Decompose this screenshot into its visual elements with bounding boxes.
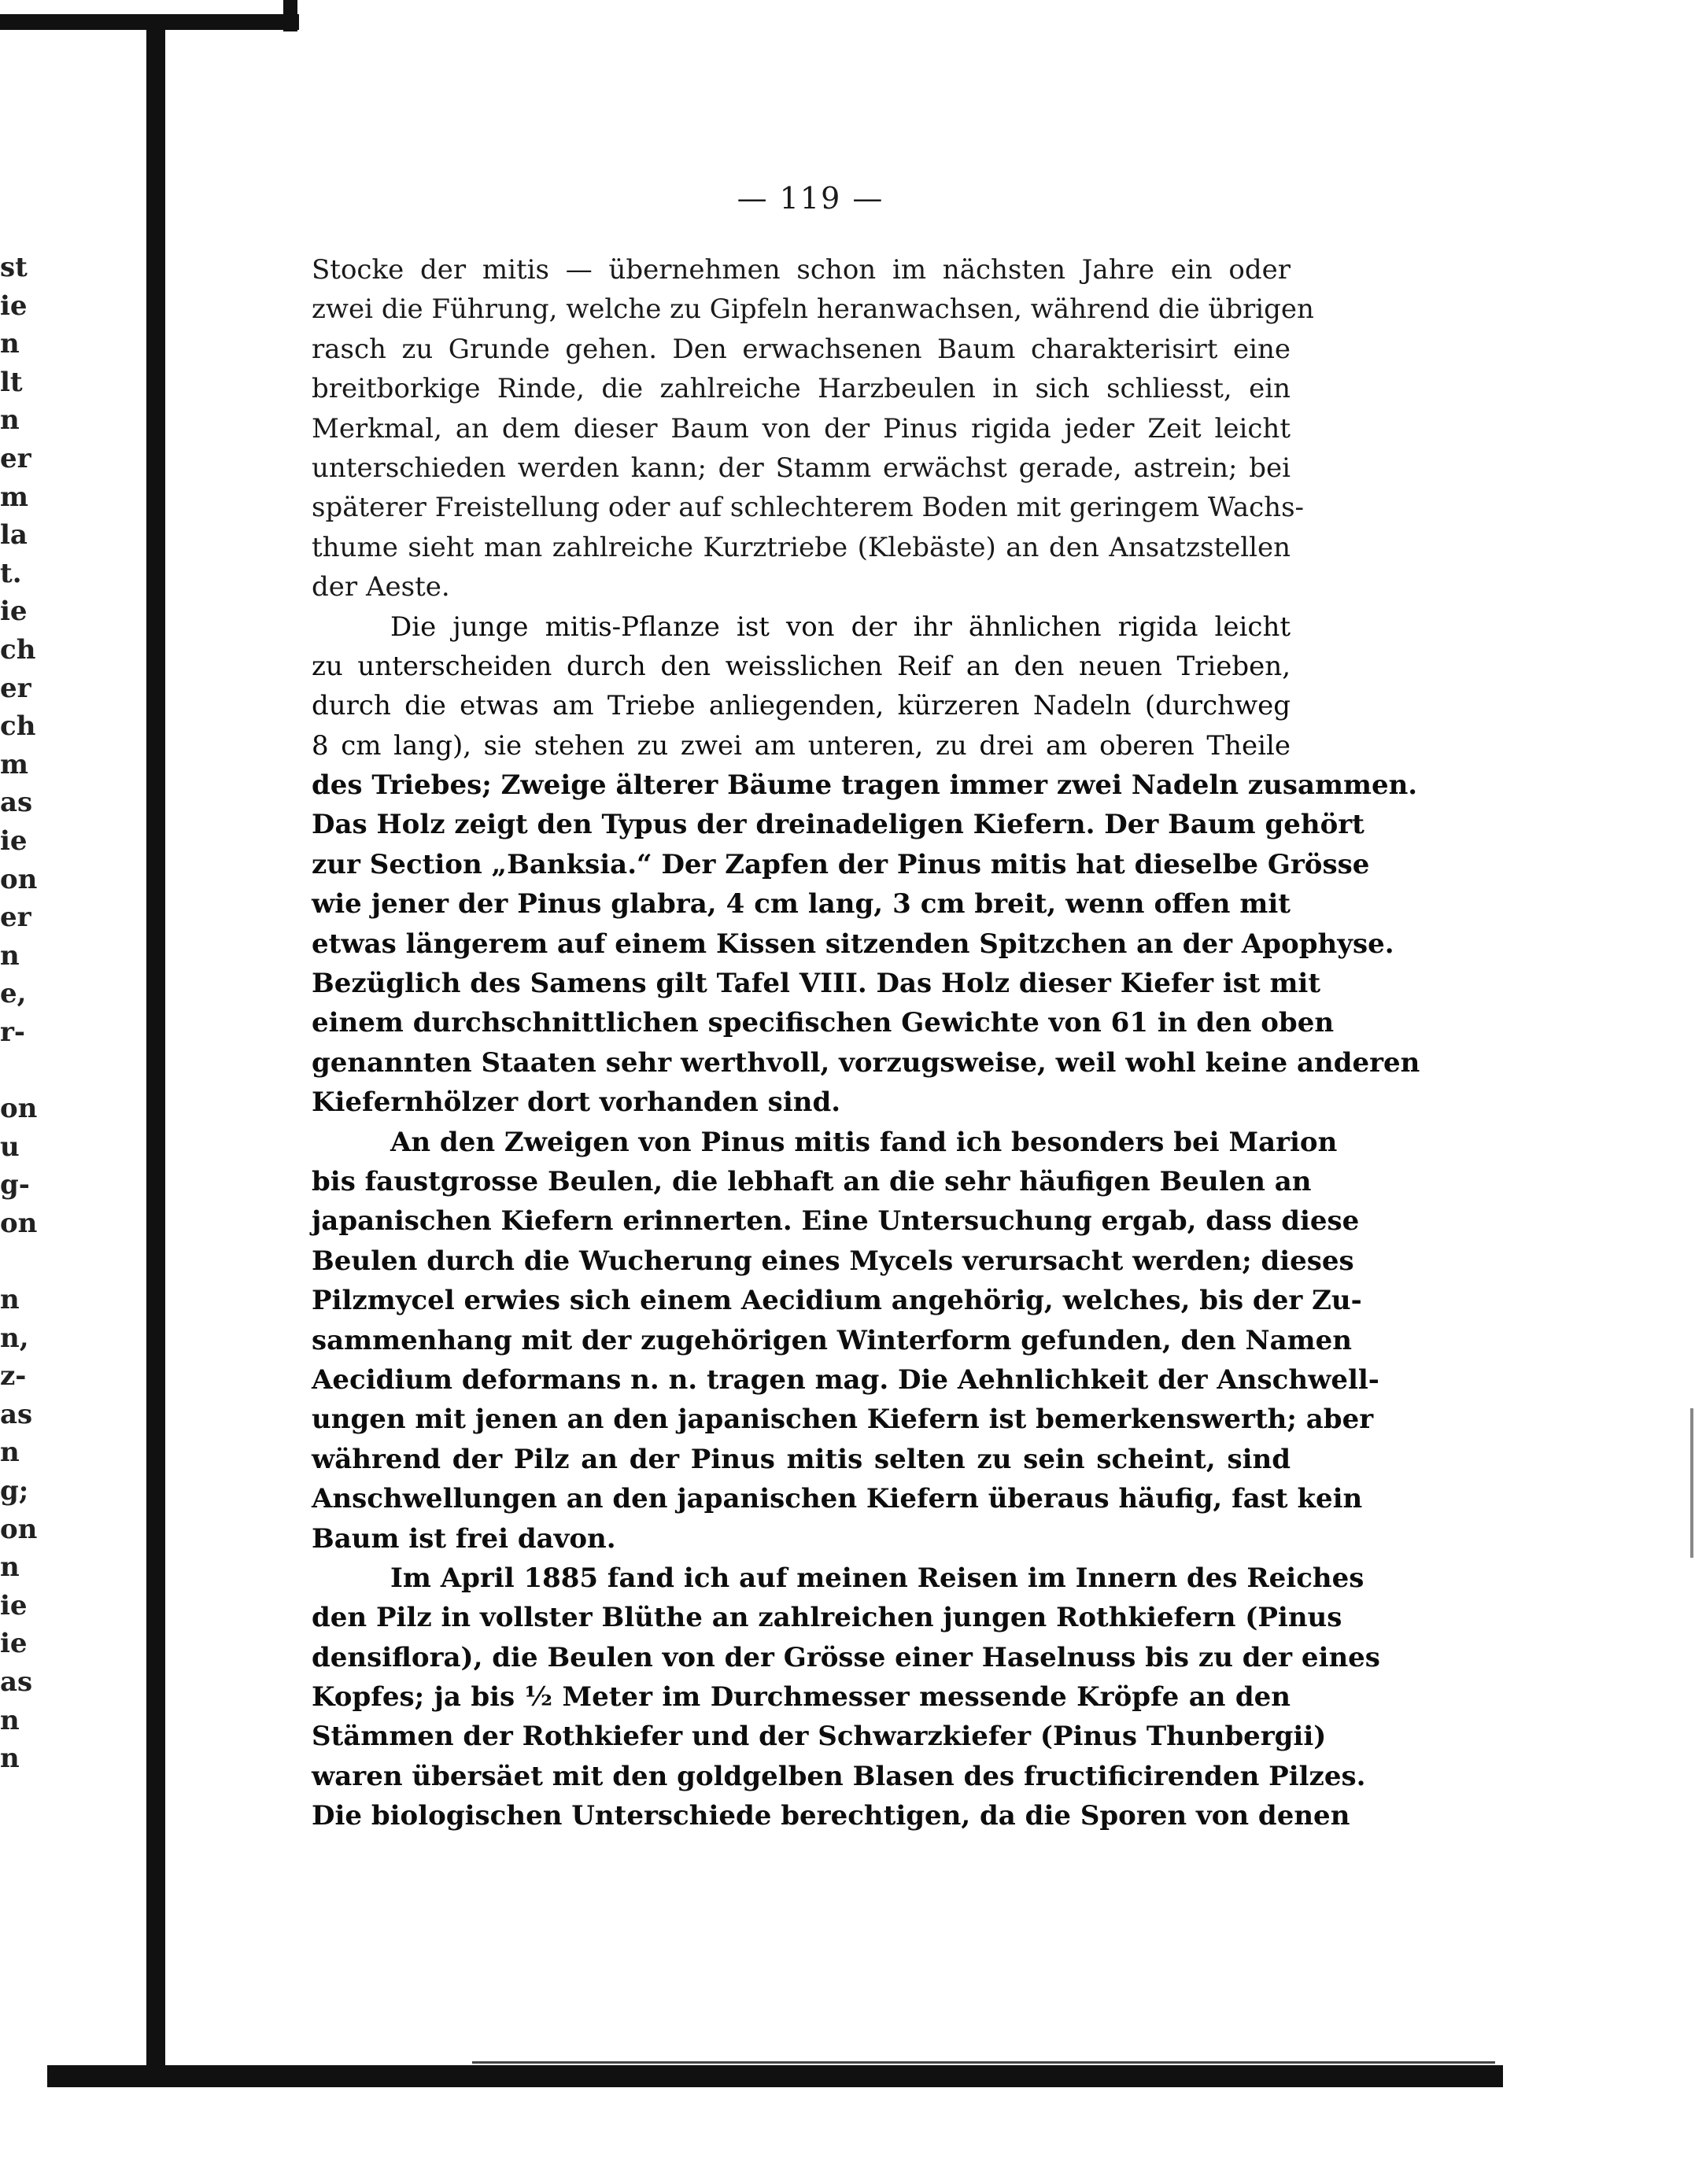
text-line: Stocke der mitis — übernehmen schon im nächsten Jahre ein oder	[312, 254, 1291, 286]
text-line: waren übersäet mit den goldgelben Blasen des fructificirenden Pilzes.	[312, 1760, 1366, 1792]
facing-page-fragment: z-	[0, 1360, 27, 1393]
facing-page-fragment: u	[0, 1131, 20, 1163]
facing-page-fragment: ie	[0, 596, 28, 628]
facing-page-fragment: ie	[0, 1628, 28, 1660]
text-line: Anschwellungen an den japanischen Kiefern überaus häufig, fast kein	[312, 1483, 1363, 1515]
facing-page-fragments	[0, 249, 38, 1778]
facing-page-fragment: ie	[0, 1589, 28, 1621]
binding-gutter	[146, 24, 165, 2085]
facing-page-fragment: n	[0, 404, 20, 437]
text-line: Baum ist frei davon.	[312, 1522, 616, 1555]
facing-page-fragment: ie	[0, 290, 28, 322]
text-line: Pilzmycel erwies sich einem Aecidium angehörig, welches, bis der Zu-	[312, 1285, 1362, 1317]
facing-page-fragment: n	[0, 1437, 20, 1469]
text-line: japanischen Kiefern erinnerten. Eine Untersuchung ergab, dass diese	[312, 1205, 1360, 1238]
facing-page-fragment: ch	[0, 633, 36, 666]
facing-page-fragment: n	[0, 939, 20, 972]
facing-page-fragment: m	[0, 748, 28, 780]
text-line: Merkmal, an dem dieser Baum von der Pinus rigida jeder Zeit leicht	[312, 412, 1291, 445]
paragraph	[312, 607, 1420, 1123]
text-line: breitborkige Rinde, die zahlreiche Harzbeulen in sich schliesst, ein	[312, 373, 1291, 405]
binding-edge-tick	[283, 0, 297, 31]
text-line: 8 cm lang), sie stehen zu zwei am unteren, zu drei am oberen Theile	[312, 729, 1291, 762]
text-line: den Pilz in vollster Blüthe an zahlreichen jungen Rothkiefern (Pinus	[312, 1602, 1342, 1634]
text-line: einem durchschnittlichen specifischen Gewichte von 61 in den oben	[312, 1007, 1335, 1039]
facing-page-fragment: as	[0, 1398, 33, 1430]
facing-page-fragment: g-	[0, 1169, 30, 1201]
facing-page-fragment: r-	[0, 1016, 26, 1048]
facing-page-fragment: n	[0, 1551, 20, 1584]
text-line: Aecidium deformans n. n. tragen mag. Die Aehnlichkeit der Anschwell-	[312, 1363, 1379, 1396]
facing-page-fragment: on	[0, 1207, 38, 1239]
facing-page-fragment: n	[0, 1704, 20, 1736]
text-line: der Aeste.	[312, 571, 450, 603]
binding-edge-bottom	[47, 2065, 1503, 2087]
facing-page-fragment: er	[0, 902, 31, 934]
text-line: Stämmen der Rothkiefer und der Schwarzkiefer (Pinus Thunbergii)	[312, 1721, 1327, 1753]
facing-page-fragment: on	[0, 1093, 38, 1125]
facing-page-fragment	[0, 1242, 31, 1281]
text-line: ungen mit jenen an den japanischen Kiefern ist bemerkenswerth; aber	[312, 1404, 1374, 1436]
facing-page-fragment: er	[0, 672, 31, 704]
facing-page-fragment: t.	[0, 557, 22, 589]
facing-page-fragment: m	[0, 481, 28, 513]
text-line: Das Holz zeigt den Typus der dreinadeligen Kiefern. Der Baum gehört	[312, 809, 1364, 841]
text-line: späterer Freistellung oder auf schlechterem Boden mit geringem Wachs-	[312, 492, 1305, 524]
page-bottom-rule	[472, 2061, 1495, 2064]
text-line: zur Section „Banksia.“ Der Zapfen der Pinus mitis hat dieselbe Grösse	[312, 848, 1370, 880]
facing-page-fragment: ch	[0, 710, 36, 743]
text-line: Die junge mitis-Pflanze ist von der ihr ähnlichen rigida leicht	[390, 611, 1291, 643]
text-line: zwei die Führung, welche zu Gipfeln heranwachsen, während die übrigen	[312, 293, 1314, 326]
facing-page-fragment: e,	[0, 978, 27, 1010]
text-line: des Triebes; Zweige älterer Bäume tragen immer zwei Nadeln zusammen.	[312, 769, 1418, 802]
facing-page-fragment: st	[0, 252, 28, 283]
text-line: Kiefernhölzer dort vorhanden sind.	[312, 1086, 841, 1119]
text-line: thume sieht man zahlreiche Kurztriebe (Klebäste) an den Ansatzstellen	[312, 531, 1291, 563]
text-line: etwas längerem auf einem Kissen sitzenden Spitzchen an der Apophyse.	[312, 928, 1394, 960]
scan-edge-mark	[1690, 1408, 1693, 1558]
facing-page-fragment: lt	[0, 366, 23, 398]
text-line: Beulen durch die Wucherung eines Mycels verursacht werden; dieses	[312, 1245, 1354, 1277]
facing-page-fragment: on	[0, 1513, 38, 1545]
paragraph	[312, 250, 1314, 607]
facing-page-fragment	[0, 1051, 31, 1090]
facing-page-fragment: g;	[0, 1475, 29, 1507]
text-line: Kopfes; ja bis ½ Meter im Durchmesser messende Kröpfe an den	[312, 1681, 1291, 1714]
text-line: genannten Staaten sehr werthvoll, vorzugsweise, weil wohl keine anderen	[312, 1046, 1420, 1079]
body-text	[312, 250, 1420, 1836]
text-line: densiflora), die Beulen von der Grösse einer Haselnuss bis zu der eines	[312, 1641, 1380, 1673]
facing-page-fragment: er	[0, 442, 31, 474]
text-line: Im April 1885 fand ich auf meinen Reisen im Innern des Reiches	[390, 1562, 1364, 1594]
text-line: unterschieden werden kann; der Stamm erwächst gerade, astrein; bei	[312, 452, 1291, 484]
text-line: sammenhang mit der zugehörigen Winterform gefunden, den Namen	[312, 1324, 1352, 1356]
text-line: An den Zweigen von Pinus mitis fand ich besonders bei Marion	[390, 1126, 1338, 1158]
facing-page-fragment: la	[0, 519, 28, 552]
paragraph	[312, 1123, 1379, 1559]
text-line: zu unterscheiden durch den weisslichen Reif an den neuen Trieben,	[312, 650, 1291, 682]
text-line: bis faustgrosse Beulen, die lebhaft an die sehr häufigen Beulen an	[312, 1165, 1312, 1197]
facing-page-fragment: on	[0, 863, 38, 895]
text-line: Bezüglich des Samens gilt Tafel VIII. Das Holz dieser Kiefer ist mit	[312, 968, 1321, 1000]
facing-page-fragment: as	[0, 1666, 33, 1698]
text-line: durch die etwas am Triebe anliegenden, kürzeren Nadeln (durchweg	[312, 690, 1291, 722]
facing-page-fragment: as	[0, 787, 33, 819]
facing-page-fragment: n	[0, 328, 20, 360]
text-line: rasch zu Grunde gehen. Den erwachsenen Baum charakterisirt eine	[312, 333, 1291, 365]
page-number: — 119 —	[737, 181, 884, 216]
text-line: wie jener der Pinus glabra, 4 cm lang, 3 cm breit, wenn offen mit	[312, 888, 1291, 920]
facing-page-fragment: n	[0, 1284, 20, 1316]
facing-page-fragment: ie	[0, 825, 28, 857]
facing-page-fragment: n,	[0, 1322, 29, 1354]
facing-page-fragment: n	[0, 1743, 20, 1775]
text-line: während der Pilz an der Pinus mitis selten zu sein scheint, sind	[312, 1443, 1291, 1475]
text-line: Die biologischen Unterschiede berechtigen, da die Sporen von denen	[312, 1800, 1350, 1832]
paragraph	[312, 1559, 1380, 1836]
